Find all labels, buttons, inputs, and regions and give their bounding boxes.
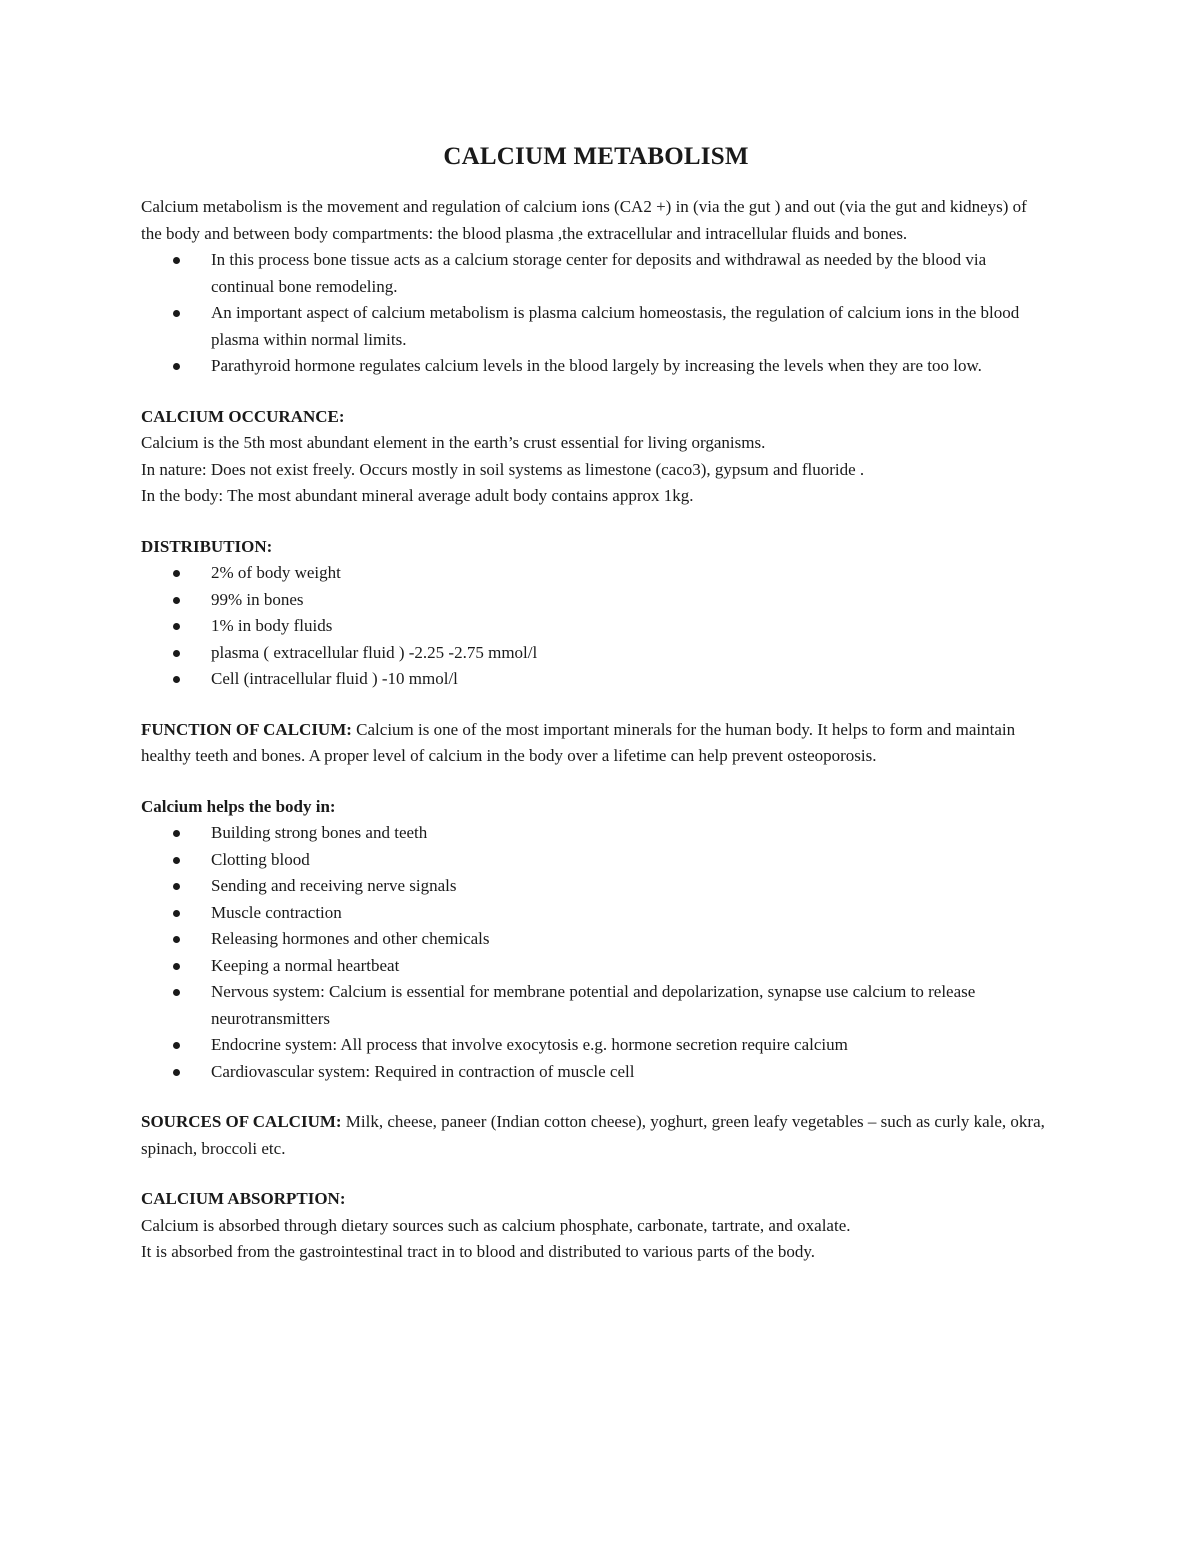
list-item xyxy=(141,847,1051,874)
sources-text: Milk, cheese, paneer (Indian cotton cheese), yoghurt, green leafy vegetables – such as curly kale, okra, spinach, broccoli etc. xyxy=(141,1112,1045,1158)
function-text: Calcium is one of the most important minerals for the human body. It helps to form and maintain healthy teeth and bones. A proper level of calcium in the body over a lifetime can help prevent osteoporosis. xyxy=(141,719,1016,765)
list-item xyxy=(141,1032,1051,1059)
list-item-text: Building strong bones and teeth xyxy=(211,823,428,842)
absorption-line: Calcium is absorbed through dietary sources such as calcium phosphate, carbonate, tartrate, and oxalate. xyxy=(141,1215,851,1235)
intro-paragraph: Calcium metabolism is the movement and regulation of calcium ions (CA2 +) in (via the gut ) and out (via the gut and kidneys) of the body and between body compartments: the blood plasma ,the extracellular and intracellular fluids and bones. xyxy=(141,197,1027,243)
sources-paragraph xyxy=(141,1109,1051,1162)
bullet-icon xyxy=(173,363,180,370)
bullet-icon xyxy=(173,1069,180,1076)
distribution-heading: DISTRIBUTION: xyxy=(141,536,273,556)
occurance-line: In the body: The most abundant mineral average adult body contains approx 1kg. xyxy=(141,486,694,505)
bullet-icon xyxy=(173,936,180,943)
list-item xyxy=(141,873,1051,900)
bullet-icon xyxy=(173,650,180,657)
list-item xyxy=(141,587,1051,614)
absorption-line: It is absorbed from the gastrointestinal tract in to blood and distributed to various parts of the body. xyxy=(141,1242,816,1261)
bullet-icon xyxy=(173,910,180,917)
bullet-icon xyxy=(173,623,180,630)
list-item xyxy=(141,820,1051,847)
function-heading: FUNCTION OF CALCIUM: xyxy=(141,719,352,739)
bullet-icon xyxy=(173,963,180,970)
occurance-section xyxy=(141,404,1051,510)
list-item xyxy=(141,979,1051,1032)
sources-heading: SOURCES OF CALCIUM: xyxy=(141,1112,342,1131)
bullet-icon xyxy=(173,676,180,683)
list-item xyxy=(141,926,1051,953)
bullet-icon xyxy=(173,257,180,264)
helps-heading: Calcium helps the body in: xyxy=(141,796,336,816)
list-item-text: 99% in bones xyxy=(211,589,304,609)
absorption-heading: CALCIUM ABSORPTION: xyxy=(141,1189,346,1208)
list-item-text: Releasing hormones and other chemicals xyxy=(211,929,490,948)
helps-list xyxy=(141,820,1051,1085)
sources-section xyxy=(141,1109,1051,1162)
occurance-line: In nature: Does not exist freely. Occurs mostly in soil systems as limestone (caco3), gypsum and fluoride . xyxy=(141,459,865,479)
bullet-icon xyxy=(173,1042,180,1049)
list-item xyxy=(141,953,1051,980)
list-item-text: Cardiovascular system: Required in contraction of muscle cell xyxy=(211,1061,635,1081)
distribution-list xyxy=(141,560,1051,693)
distribution-section xyxy=(141,534,1051,693)
list-item-text: Keeping a normal heartbeat xyxy=(211,955,400,975)
list-item xyxy=(141,900,1051,927)
intro-bullet-list xyxy=(141,247,1051,380)
bullet-icon xyxy=(173,830,180,837)
bullet-icon xyxy=(173,883,180,890)
function-paragraph xyxy=(141,717,1051,770)
list-item-text: Clotting blood xyxy=(211,849,310,869)
list-item-text: Sending and receiving nerve signals xyxy=(211,876,457,895)
absorption-section xyxy=(141,1186,1051,1266)
bullet-icon xyxy=(173,989,180,996)
occurance-heading: CALCIUM OCCURANCE: xyxy=(141,406,345,426)
list-item-text: Parathyroid hormone regulates calcium levels in the blood largely by increasing the levels when they are too low. xyxy=(211,356,982,375)
list-item-text: Cell (intracellular fluid ) -10 mmol/l xyxy=(211,669,458,688)
list-item xyxy=(141,613,1051,640)
document-body xyxy=(141,140,1051,1266)
list-item-text: 1% in body fluids xyxy=(211,616,333,635)
list-item-text: Endocrine system: All process that involve exocytosis e.g. hormone secretion require calcium xyxy=(211,1035,848,1054)
bullet-icon xyxy=(173,597,180,604)
bullet-icon xyxy=(173,857,180,864)
list-item xyxy=(141,560,1051,587)
list-item xyxy=(141,247,1051,300)
helps-section xyxy=(141,794,1051,1086)
list-item-text: In this process bone tissue acts as a calcium storage center for deposits and withdrawal as needed by the blood via continual bone remodeling. xyxy=(211,250,987,296)
list-item xyxy=(141,666,1051,693)
list-item-text: Nervous system: Calcium is essential for membrane potential and depolarization, synapse use calcium to release neurotransmitters xyxy=(211,982,976,1028)
list-item xyxy=(141,353,1051,380)
occurance-line: Calcium is the 5th most abundant element in the earth’s crust essential for living organisms. xyxy=(141,433,766,452)
list-item xyxy=(141,300,1051,353)
bullet-icon xyxy=(173,570,180,577)
list-item xyxy=(141,640,1051,667)
list-item-text: 2% of body weight xyxy=(211,563,341,582)
list-item xyxy=(141,1059,1051,1086)
function-section xyxy=(141,717,1051,770)
list-item-text: Muscle contraction xyxy=(211,902,342,922)
list-item-text: An important aspect of calcium metabolism is plasma calcium homeostasis, the regulation of calcium ions in the blood plasma within normal limits. xyxy=(211,303,1020,349)
bullet-icon xyxy=(173,310,180,317)
document-title: CALCIUM METABOLISM xyxy=(443,143,749,170)
list-item-text: plasma ( extracellular fluid ) -2.25 -2.75 mmol/l xyxy=(211,642,538,662)
